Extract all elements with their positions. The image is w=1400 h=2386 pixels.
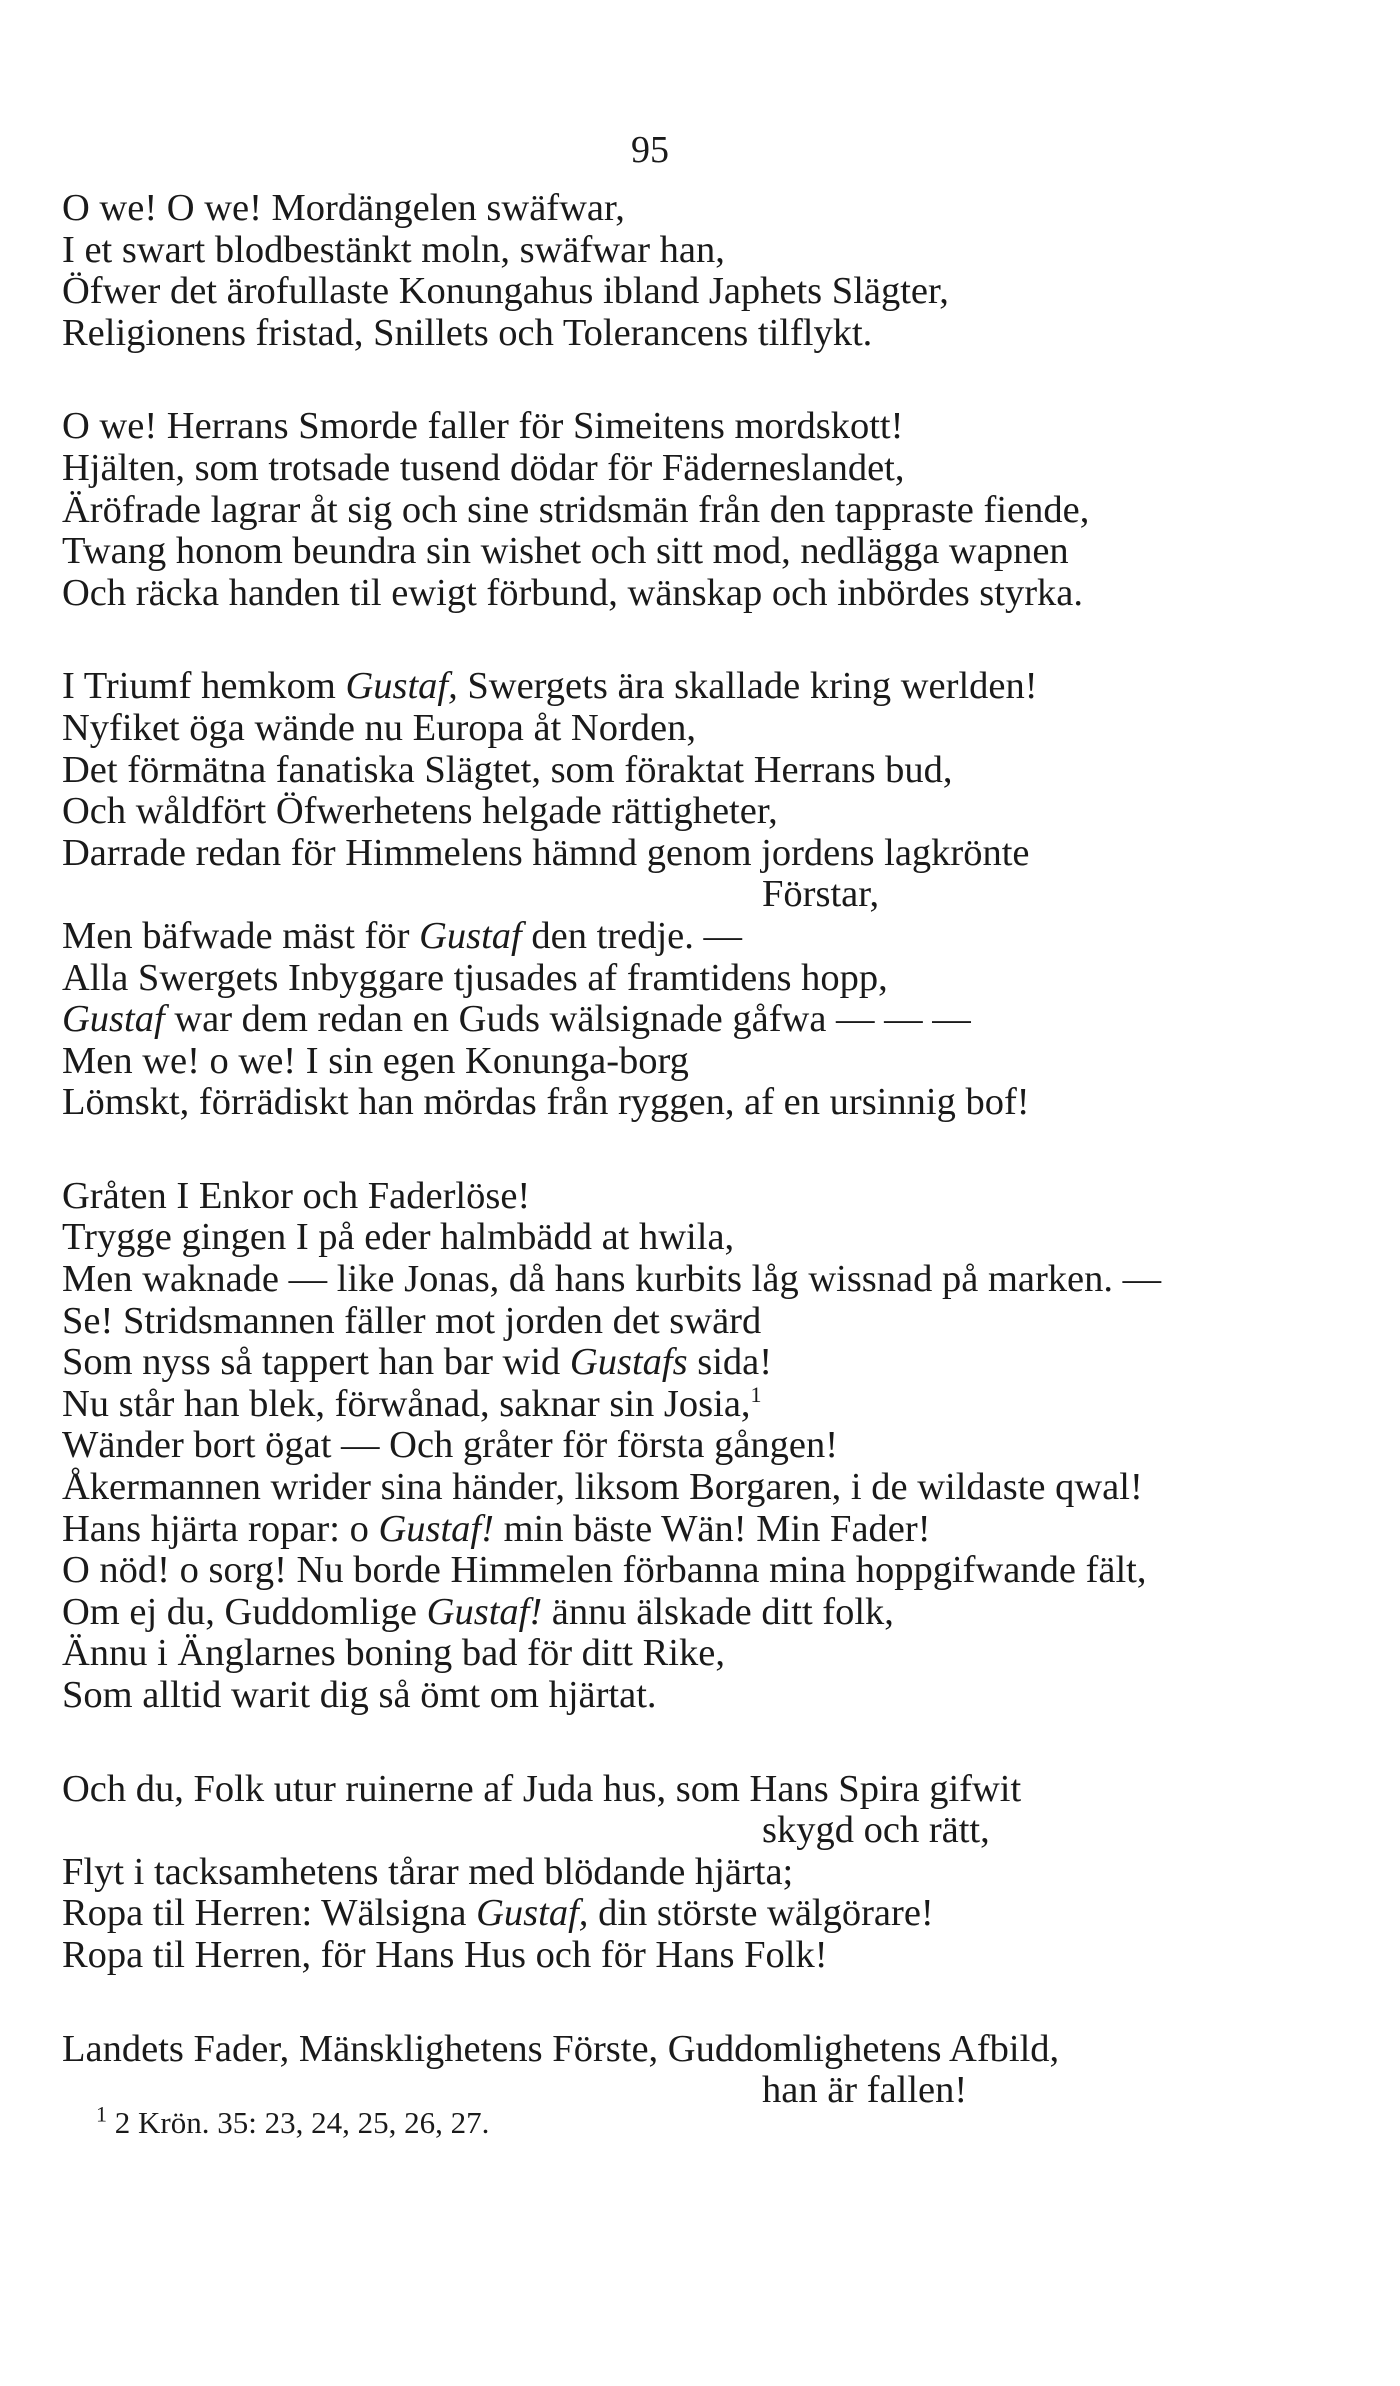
poem-line xyxy=(62,999,1262,1041)
line-text: war dem redan en Guds wälsignade gåfwa — — — xyxy=(164,998,971,1041)
poem-line: Alla Swergets Inbyggare tjusades af framtidens hopp, xyxy=(62,956,888,999)
stanza xyxy=(62,2029,1262,2112)
line-text: Om ej du, Guddomlige xyxy=(62,1590,427,1633)
line-text: ännu älskade ditt folk, xyxy=(542,1590,894,1633)
poem-line: Twang honom beundra sin wishet och sitt mod, nedlägga wapnen xyxy=(62,530,1069,573)
poem-line: O nöd! o sorg! Nu borde Himmelen förbanna mina hoppgifwande fält, xyxy=(62,1549,1147,1592)
poem-line: Religionens fristad, Snillets och Tolerancens tilflykt. xyxy=(62,311,873,354)
stanza xyxy=(62,188,1262,354)
poem-line xyxy=(62,1342,1262,1384)
line-text: Swergets ära skallade kring werlden! xyxy=(457,665,1038,708)
poem-line: Trygge gingen I på eder halmbädd at hwila, xyxy=(62,1216,735,1259)
poem-line: Ropa til Herren, för Hans Hus och för Hans Folk! xyxy=(62,1933,828,1976)
italic-name: Gustaf xyxy=(419,914,522,957)
poem-line: Gråten I Enkor och Faderlöse! xyxy=(62,1174,531,1217)
poem-line: Lömskt, förrädiskt han mördas från ryggen, af en ursinnig bof! xyxy=(62,1081,1030,1124)
footnote-text: 2 Krön. 35: 23, 24, 25, 26, 27. xyxy=(114,2105,490,2140)
poem-line: Se! Stridsmannen fäller mot jorden det swärd xyxy=(62,1299,762,1342)
stanza xyxy=(62,1176,1262,1717)
line-text: Hans hjärta ropar: o xyxy=(62,1507,379,1550)
poem-line: Hjälten, som trotsade tusend dödar för Fäderneslandet, xyxy=(62,446,905,489)
poem-line: Darrade redan för Himmelens hämnd genom jordens lagkrönte xyxy=(62,831,1030,874)
poem-text xyxy=(62,188,1262,2164)
poem-line: Nyfiket öga wände nu Europa åt Norden, xyxy=(62,706,696,749)
line-text: Men bäfwade mäst för xyxy=(62,914,420,957)
stanza xyxy=(62,1769,1262,1977)
italic-name: Gustaf! xyxy=(378,1507,494,1550)
poem-line: Åkermannen wrider sina händer, liksom Borgaren, i de wildaste qwal! xyxy=(62,1466,1143,1509)
poem-line: Men waknade — like Jonas, då hans kurbits låg wissnad på marken. — xyxy=(62,1258,1162,1301)
stanza xyxy=(62,666,1262,1124)
italic-name: Gustaf xyxy=(62,998,165,1041)
poem-line: Wänder bort ögat — Och gråter för första gången! xyxy=(62,1424,839,1467)
line-text: sida! xyxy=(687,1341,773,1384)
poem-line: O we! Herrans Smorde faller för Simeitens mordskott! xyxy=(62,405,904,448)
poem-line: Flyt i tacksamhetens tårar med blödande hjärta; xyxy=(62,1850,794,1893)
footnote xyxy=(96,2101,490,2141)
poem-line xyxy=(62,1893,1262,1935)
italic-name: Gustaf! xyxy=(426,1590,543,1633)
poem-line: skygd och rätt, xyxy=(762,1809,990,1852)
line-text: den tredje. — xyxy=(521,914,742,957)
line-text: Som nyss så tappert han bar wid xyxy=(62,1341,570,1384)
poem-line: Ännu i Änglarnes boning bad för ditt Rike, xyxy=(62,1632,725,1675)
poem-line: Men we! o we! I sin egen Konunga-borg xyxy=(62,1039,689,1082)
footnote-reference: 1 xyxy=(750,1382,762,1408)
line-text: Ropa til Herren: Wälsigna xyxy=(62,1892,477,1935)
poem-line xyxy=(62,916,1262,958)
poem-line xyxy=(62,1592,1262,1634)
italic-name: Gustaf, xyxy=(345,665,458,708)
footnote-marker: 1 xyxy=(96,2101,107,2127)
poem-line: Äröfrade lagrar åt sig och sine stridsmän från den tappraste fiende, xyxy=(62,488,1090,531)
poem-line: Och du, Folk utur ruinerne af Juda hus, som Hans Spira gifwit xyxy=(62,1767,1022,1810)
line-text: din störste wälgörare! xyxy=(588,1892,934,1935)
poem-line: han är fallen! xyxy=(762,2069,968,2112)
poem-line: Som alltid warit dig så ömt om hjärtat. xyxy=(62,1674,657,1716)
stanza xyxy=(62,406,1262,614)
poem-line: Öfwer det ärofullaste Konungahus ibland Japhets Slägter, xyxy=(62,270,949,313)
poem-line: Förstar, xyxy=(762,873,880,916)
poem-line xyxy=(62,666,1262,708)
line-text: Nu står han blek, förwånad, saknar sin Josia, xyxy=(62,1382,751,1425)
poem-line xyxy=(62,1509,1262,1551)
italic-name: Gustafs xyxy=(569,1341,688,1384)
page-number: 95 xyxy=(631,129,669,171)
poem-line: Och räcka handen til ewigt förbund, wänskap och inbördes styrka. xyxy=(62,571,1084,614)
line-text: I Triumf hemkom xyxy=(62,665,346,708)
poem-line: O we! O we! Mordängelen swäfwar, xyxy=(62,187,625,229)
poem-line: Och wåldfört Öfwerhetens helgade rättigheter, xyxy=(62,790,778,833)
line-text: min bäste Wän! Min Fader! xyxy=(493,1507,931,1550)
italic-name: Gustaf, xyxy=(476,1892,589,1935)
poem-line: Det förmätna fanatiska Slägtet, som föraktat Herrans bud, xyxy=(62,748,953,791)
poem-line xyxy=(62,1384,1262,1426)
poem-line: Landets Fader, Mänsklighetens Förste, Guddomlighetens Afbild, xyxy=(62,2027,1060,2070)
poem-line: I et swart blodbestänkt moln, swäfwar han, xyxy=(62,228,725,271)
